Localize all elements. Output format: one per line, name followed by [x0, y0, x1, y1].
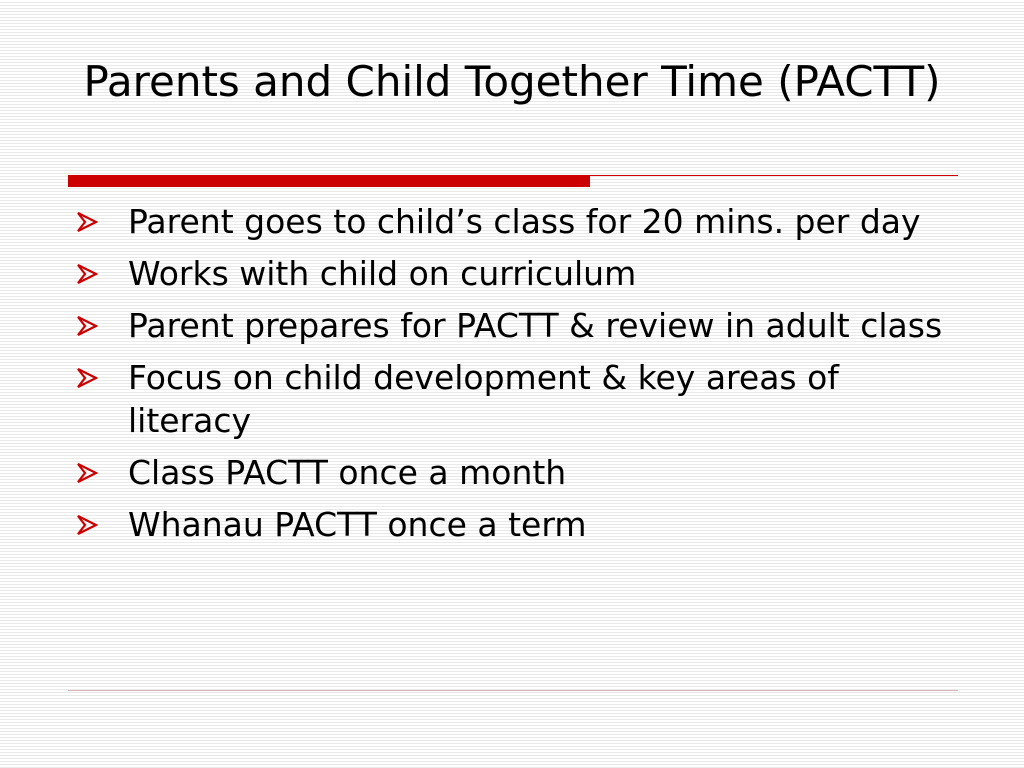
arrow-bullet-icon	[76, 514, 98, 536]
bullet-text: Whanau PACTT once a term	[128, 505, 587, 544]
title-underline-thick	[68, 175, 590, 187]
footer-divider	[68, 690, 958, 691]
arrow-bullet-icon	[76, 315, 98, 337]
slide-title: Parents and Child Together Time (PACTT)	[83, 57, 941, 106]
bullet-item	[72, 252, 952, 295]
bullet-text: Parent goes to child’s class for 20 mins. per day	[128, 202, 921, 241]
bullet-list	[72, 200, 952, 555]
bullet-item	[72, 451, 952, 494]
bullet-text: Parent prepares for PACTT & review in adult class	[128, 306, 943, 345]
bullet-item	[72, 356, 952, 442]
arrow-bullet-icon	[76, 367, 98, 389]
bullet-text: Class PACTT once a month	[128, 453, 567, 492]
title-underline-thin	[590, 175, 958, 176]
arrow-bullet-icon	[76, 211, 98, 233]
bullet-text: Focus on child development & key areas of literacy	[128, 358, 839, 440]
bullet-item	[72, 304, 952, 347]
arrow-bullet-icon	[76, 462, 98, 484]
title-underline	[68, 175, 958, 187]
bullet-item	[72, 503, 952, 546]
bullet-item	[72, 200, 952, 243]
arrow-bullet-icon	[76, 263, 98, 285]
bullet-text: Works with child on curriculum	[128, 254, 637, 293]
